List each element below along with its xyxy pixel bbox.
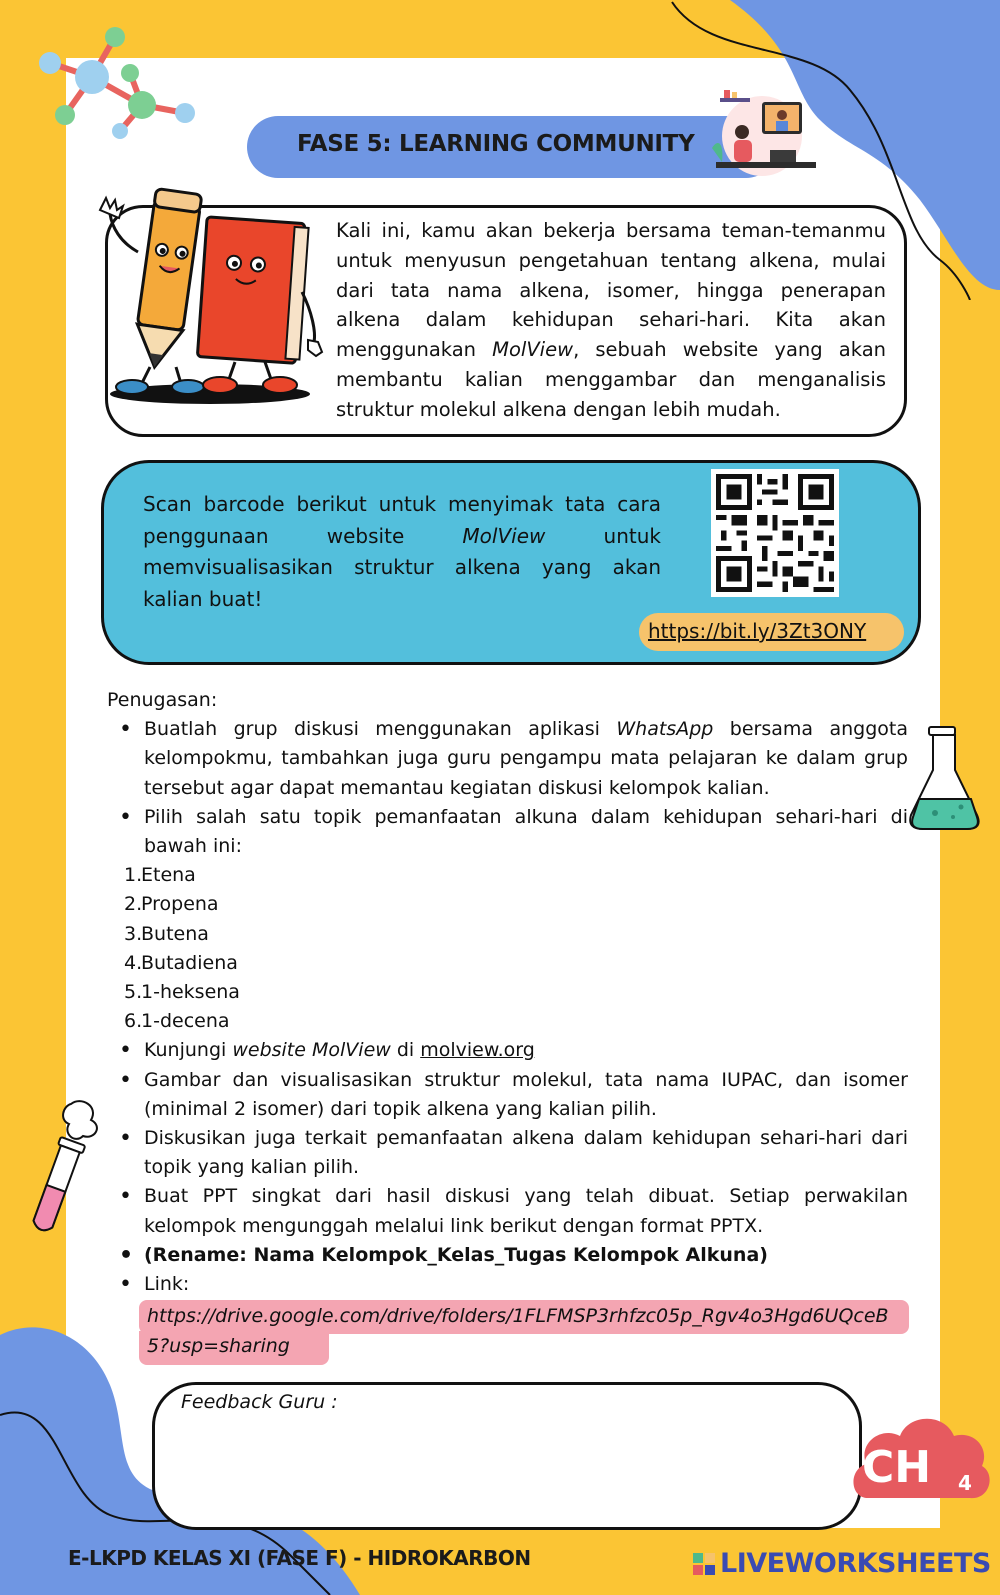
footer-title: E-LKPD KELAS XI (FASE F) - HIDROKARBON	[68, 1546, 531, 1570]
topic-item	[107, 890, 908, 919]
task-item-make-ppt: • Buat PPT singkat dari hasil diskusi yang telah dibuat. Setiap perwakilan kelompok mengunggah melalui link berikut dengan format PPTX.	[107, 1182, 908, 1240]
molview-link[interactable]: molview.org	[420, 1039, 535, 1062]
liveworksheets-logo-icon	[693, 1551, 717, 1577]
scan-molview-term: MolView	[462, 523, 546, 548]
qr-code-image[interactable]	[711, 469, 839, 597]
topic-label: 1-decena	[141, 1010, 230, 1033]
task-item-text: bersama anggota kelompokmu, tambahkan juga guru pengampu mata pelajaran ke dalam grup tersebut agar dapat memantau kegiatan diskusi kelompok kalian.	[144, 718, 909, 799]
intro-text-part2: , sebuah website yang akan membantu kalian menggambar dan menganalisis struktur molekul alkena dengan lebih mudah.	[336, 338, 886, 421]
topic-item	[107, 949, 908, 978]
online-learning-illustration	[712, 88, 822, 180]
task-item-choose-topic: • Pilih salah satu topik pemanfaatan alkuna dalam kehidupan sehari-hari di bawah ini:	[107, 803, 908, 861]
task-section	[107, 686, 908, 1299]
flask-icon	[905, 725, 985, 835]
topic-label: 1-heksena	[141, 981, 240, 1004]
ch4-subscript: 4	[958, 1471, 972, 1495]
topic-label: Butadiena	[141, 951, 238, 974]
topic-item	[107, 978, 908, 1007]
ch4-cloud-icon	[848, 1408, 992, 1508]
scan-text-part1: Scan barcode berikut untuk menyimak tata cara penggunaan website	[143, 492, 661, 548]
task-item-text: Buatlah grup diskusi menggunakan aplikasi	[144, 718, 617, 741]
task-item-rename-format: • (Rename: Nama Kelompok_Kelas_Tugas Kelompok Alkuna)	[107, 1241, 908, 1270]
short-link[interactable]: https://bit.ly/3Zt3ONY	[648, 619, 867, 643]
topic-number: 3.	[124, 922, 143, 945]
pencil-book-mascot-illustration	[90, 182, 330, 407]
liveworksheets-brand[interactable]: LIVEWORKSHEETS	[720, 1548, 991, 1579]
task-item-draw-structure: • Gambar dan visualisasikan struktur molekul, tata nama IUPAC, dan isomer (minimal 2 isomer) dari topik alkena yang kalian pilih.	[107, 1066, 908, 1124]
scan-paragraph	[143, 489, 661, 615]
task-item-text: Kunjungi	[144, 1039, 233, 1062]
topic-number: 4.	[124, 951, 143, 974]
intro-molview-term: MolView	[492, 338, 574, 362]
topic-label: Propena	[141, 893, 219, 916]
website-molview-term: website MolView	[232, 1039, 391, 1062]
drive-upload-link[interactable]: https://drive.google.com/drive/folders/1FLFMSP3rhfzc05p_Rgv4o3Hgd6UQceB5?usp=sharing	[147, 1305, 889, 1357]
whatsapp-term: WhatsApp	[616, 718, 714, 741]
topic-item	[107, 861, 908, 890]
task-item-link-label: • Link:	[107, 1270, 908, 1299]
task-item-discuss: • Diskusikan juga terkait pemanfaatan alkena dalam kehidupan sehari-hari dari topik yang kalian pilih.	[107, 1124, 908, 1182]
scan-text-part2: untuk memvisualisasikan struktur alkena yang akan kalian buat!	[143, 523, 661, 611]
ch4-text: CH	[862, 1442, 932, 1493]
topic-number: 5.	[124, 981, 143, 1004]
test-tube-icon	[15, 1098, 105, 1248]
page-title: FASE 5: LEARNING COMMUNITY	[297, 131, 695, 157]
task-list	[107, 715, 908, 1299]
feedback-label: Feedback Guru :	[181, 1391, 338, 1413]
topic-number: 6.	[124, 1010, 143, 1033]
intro-paragraph	[336, 216, 886, 425]
task-item-text: di	[390, 1039, 421, 1062]
topic-label: Butena	[141, 922, 209, 945]
task-item-visit-website	[107, 1036, 908, 1065]
task-item-whatsapp	[107, 715, 908, 803]
task-heading: Penugasan:	[107, 689, 218, 711]
molecule-icon	[30, 25, 200, 140]
intro-text-part1: Kali ini, kamu akan bekerja bersama teman-temanmu untuk menyusun pengetahuan tentang alkena, mulai dari tata nama alkena, isomer, hingga penerapan alkena dalam kehidupan sehari-hari. Kita akan menggunakan	[336, 219, 886, 362]
topic-number: 1.	[124, 864, 143, 887]
topic-item	[107, 1007, 908, 1036]
topic-number: 2.	[124, 893, 143, 916]
topic-item	[107, 920, 908, 949]
topic-label: Etena	[141, 864, 196, 887]
